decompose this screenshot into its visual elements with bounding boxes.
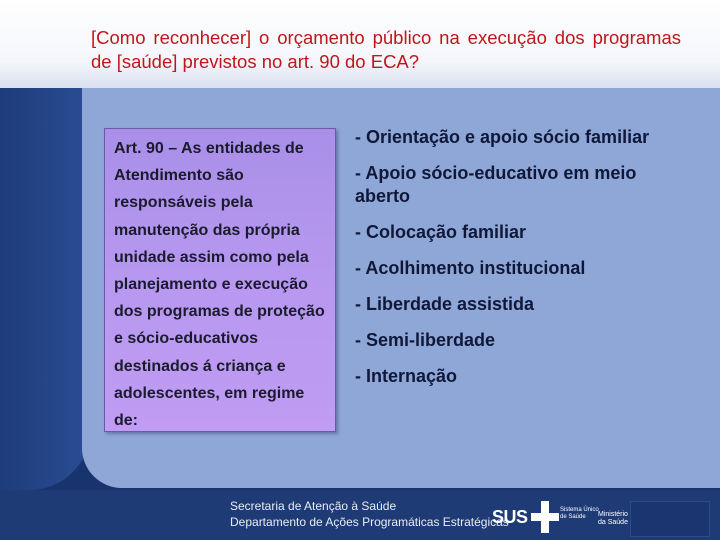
- program-list: [355, 126, 695, 401]
- sus-subtitle: Sistema Único de Saúde: [560, 507, 599, 520]
- list-item: - Internação: [355, 366, 458, 386]
- left-curve-decoration: [0, 60, 90, 490]
- footer-department: Departamento de Ações Programáticas Estratégicas: [230, 515, 509, 529]
- sus-logo: [492, 498, 599, 536]
- slide-title: [Como reconhecer] o orçamento público na execução dos programas de [saúde] previstos no art. 90 do ECA?: [91, 27, 681, 72]
- list-item: - Liberdade assistida: [355, 294, 535, 314]
- list-item: - Apoio sócio-educativo em meio aberto: [355, 163, 637, 206]
- list-item: - Colocação familiar: [355, 222, 527, 242]
- sus-wordmark: SUS: [492, 507, 528, 527]
- article-quote-text: Art. 90 – As entidades de Atendimento são responsáveis pela manutenção das própria unidade assim como pela planejamento e execução dos programas de proteção e sócio-educativos destinados á criança e adolescentes, em regime de:: [114, 140, 325, 430]
- footer-corner-block: [630, 501, 710, 537]
- footer-secretariat: Secretaria de Atenção à Saúde: [230, 499, 397, 513]
- ministry-label: Ministério da Saúde: [598, 511, 628, 526]
- cross-icon: [530, 500, 560, 534]
- list-item: - Acolhimento institucional: [355, 258, 586, 278]
- list-item: - Semi-liberdade: [355, 330, 496, 350]
- footer-credits: [230, 498, 509, 530]
- list-item: - Orientação e apoio sócio familiar: [355, 127, 650, 147]
- article-quote-box: [104, 128, 336, 432]
